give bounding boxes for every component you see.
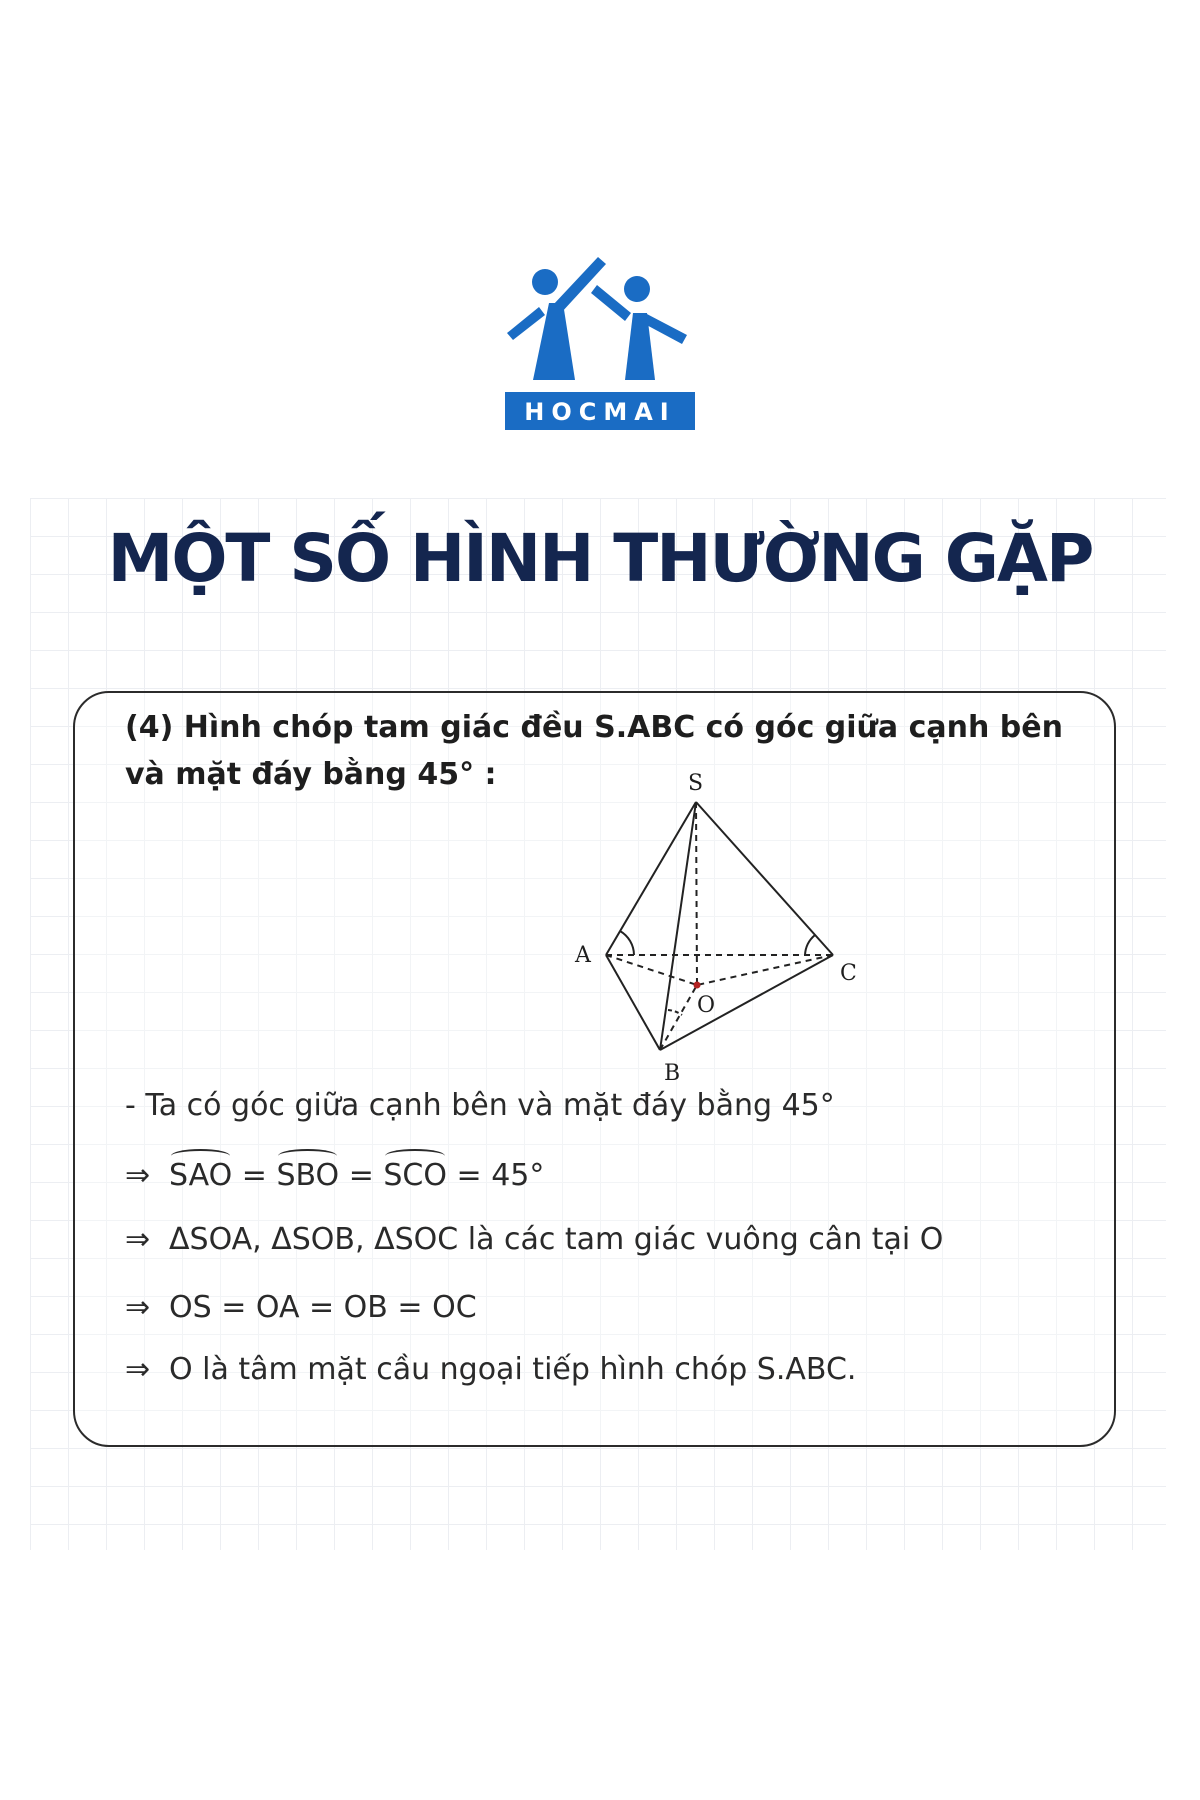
label-C: C [840,961,857,986]
implies-arrow: ⇒ [125,1352,151,1387]
label-S: S [688,771,704,796]
reasoning-line-4 [125,1290,477,1325]
reasoning-line-5 [125,1352,856,1387]
edge-BC [660,955,833,1050]
implies-arrow: ⇒ [125,1158,151,1193]
logo-left-arm-right [553,257,606,313]
logo-right-head [624,276,650,302]
page-title: MỘT SỐ HÌNH THƯỜNG GẶP [107,520,1093,597]
equals-45: = 45° [446,1158,545,1193]
logo-left-head [532,269,558,295]
implies-arrow: ⇒ [125,1222,151,1257]
reasoning-line-3-text: ΔSOA, ΔSOB, ΔSOC là các tam giác vuông cân tại O [169,1222,944,1257]
angle-arc-C [805,935,815,955]
reasoning-line-3 [125,1222,943,1257]
equals-2: = [339,1158,384,1193]
label-B: B [664,1061,681,1086]
implies-arrow: ⇒ [125,1290,151,1325]
point-O [694,982,701,989]
angle-SCO: SCO [383,1158,447,1193]
card-heading-line-2: và mặt đáy bằng 45° : [125,757,497,792]
label-A: A [575,943,591,968]
angle-arc-B [668,1010,682,1015]
angle-SBO: SBO [276,1158,340,1193]
reasoning-line-4-text: OS = OA = OB = OC [169,1290,477,1325]
edge-CO-hidden [697,955,833,985]
edge-SA [606,802,696,955]
angle-SAO: SAO [169,1158,233,1193]
reasoning-line-1: - Ta có góc giữa cạnh bên và mặt đáy bằng 45° [125,1088,835,1123]
edge-SC [696,802,833,955]
equals-1: = [232,1158,277,1193]
reasoning-line-5-text: O là tâm mặt cầu ngoại tiếp hình chóp S.ABC. [169,1352,857,1387]
hocmai-logo [505,255,695,435]
angle-arc-A [620,931,634,955]
edge-SO-hidden [696,802,697,985]
card-heading-line-1: (4) Hình chóp tam giác đều S.ABC có góc giữa cạnh bên [125,710,1063,745]
label-O: O [697,993,716,1018]
logo-text: HOCMAI [524,398,676,426]
logo-left-arm-left [507,307,545,340]
pyramid-figure [568,762,868,1092]
reasoning-line-2 [125,1158,544,1193]
